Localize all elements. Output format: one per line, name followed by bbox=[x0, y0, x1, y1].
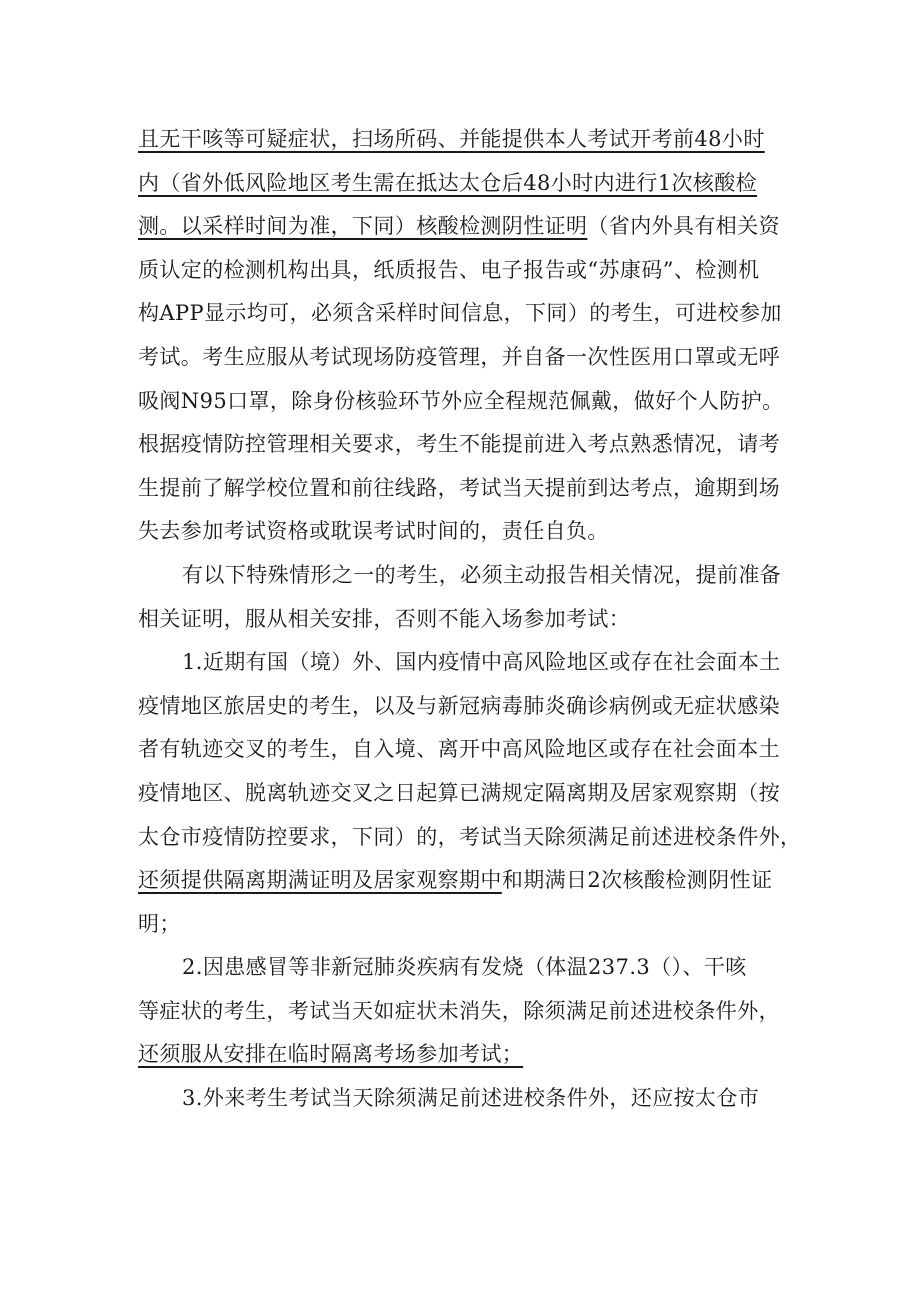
underlined-text: 测。以采样时间为准，下同）核酸检测阴性证明 bbox=[138, 214, 588, 239]
text-line bbox=[138, 292, 798, 336]
text-run: 有以下特殊情形之一的考生，必须主动报告相关情况，提前准备 bbox=[182, 562, 782, 587]
text-run: 考试。考生应服从考试现场防疫管理，并自备一次性医用口罩或无呼 bbox=[138, 344, 780, 369]
text-run: 和期满日2次核酸检测阴性证 bbox=[501, 868, 773, 893]
text-run: 明； bbox=[138, 911, 181, 936]
text-run: 1.近期有国（境）外、国内疫情中高风险地区或存在社会面本土 bbox=[182, 650, 781, 675]
text-run: 2.因患感冒等非新冠肺炎疾病有发烧（体温237.3（）、干咳 bbox=[182, 955, 747, 980]
text-line bbox=[138, 118, 798, 162]
text-line bbox=[138, 205, 798, 249]
text-line bbox=[138, 685, 798, 729]
text-run: 质认定的检测机构出具，纸质报告、电子报告或“苏康码”、检测机 bbox=[138, 257, 760, 282]
list-item-1 bbox=[138, 641, 802, 946]
list-item-2 bbox=[138, 946, 798, 1077]
text-line bbox=[138, 1033, 798, 1077]
text-line bbox=[138, 859, 798, 903]
text-run: 构APP显示均可，必须含采样时间信息，下同）的考生，可进校参加 bbox=[138, 301, 782, 326]
text-run: 根据疫情防控管理相关要求，考生不能提前进入考点熟悉情况，请考 bbox=[138, 432, 780, 457]
text-line bbox=[138, 1077, 798, 1121]
text-run: 疫情地区、脱离轨迹交叉之日起算已满规定隔离期及居家观察期（按 bbox=[138, 780, 780, 805]
text-run: 失去参加考试资格或耽误考试时间的，责任自负。 bbox=[138, 519, 609, 544]
text-line bbox=[138, 249, 798, 293]
text-run: 生提前了解学校位置和前往线路，考试当天提前到达考点，逾期到场 bbox=[138, 475, 780, 500]
underlined-text: 且无干咳等可疑症状，扫场所码、并能提供本人考试开考前48小时 bbox=[138, 127, 765, 151]
text-line bbox=[138, 728, 798, 772]
paragraph-entry-conditions bbox=[138, 118, 798, 554]
text-run: 等症状的考生，考试当天如症状未消失，除须满足前述进校条件外， bbox=[138, 998, 780, 1023]
text-line bbox=[138, 380, 798, 424]
text-run: （省内外具有相关资 bbox=[587, 214, 781, 239]
text-run: 吸阀N95口罩，除身份核验环节外应全程规范佩戴，做好个人防护。 bbox=[138, 388, 784, 413]
text-run: 太仓市疫情防控要求，下同）的，考试当天除须满足前述进校条件外， bbox=[138, 824, 802, 849]
text-run: 3.外来考生考试当天除须满足前述进校条件外，还应按太仓市 bbox=[182, 1086, 760, 1111]
text-line bbox=[138, 510, 798, 554]
text-line bbox=[138, 554, 798, 598]
text-line bbox=[138, 336, 798, 380]
document-body bbox=[138, 118, 802, 1121]
text-line bbox=[138, 903, 798, 947]
text-line bbox=[138, 598, 798, 642]
list-item-3 bbox=[138, 1077, 798, 1121]
text-line bbox=[138, 946, 798, 990]
text-line bbox=[138, 641, 798, 685]
text-line bbox=[138, 772, 798, 816]
underlined-text: 还须服从安排在临时隔离考场参加考试； bbox=[138, 1042, 524, 1067]
text-line bbox=[138, 816, 802, 860]
underlined-text: 内（省外低风险地区考生需在抵达太仓后48小时内进行1次核酸检 bbox=[138, 170, 758, 195]
text-run: 相关证明，服从相关安排，否则不能入场参加考试： bbox=[138, 606, 631, 631]
text-line bbox=[138, 467, 798, 511]
text-line bbox=[138, 423, 798, 467]
underlined-text: 还须提供隔离期满证明及居家观察期中 bbox=[138, 868, 502, 893]
text-run: 者有轨迹交叉的考生，自入境、离开中高风险地区或存在社会面本土 bbox=[138, 737, 780, 762]
text-line bbox=[138, 162, 798, 206]
text-run: 疫情地区旅居史的考生，以及与新冠病毒肺炎确诊病例或无症状感染 bbox=[138, 693, 780, 718]
paragraph-special-cases bbox=[138, 554, 798, 641]
text-line bbox=[138, 990, 798, 1034]
